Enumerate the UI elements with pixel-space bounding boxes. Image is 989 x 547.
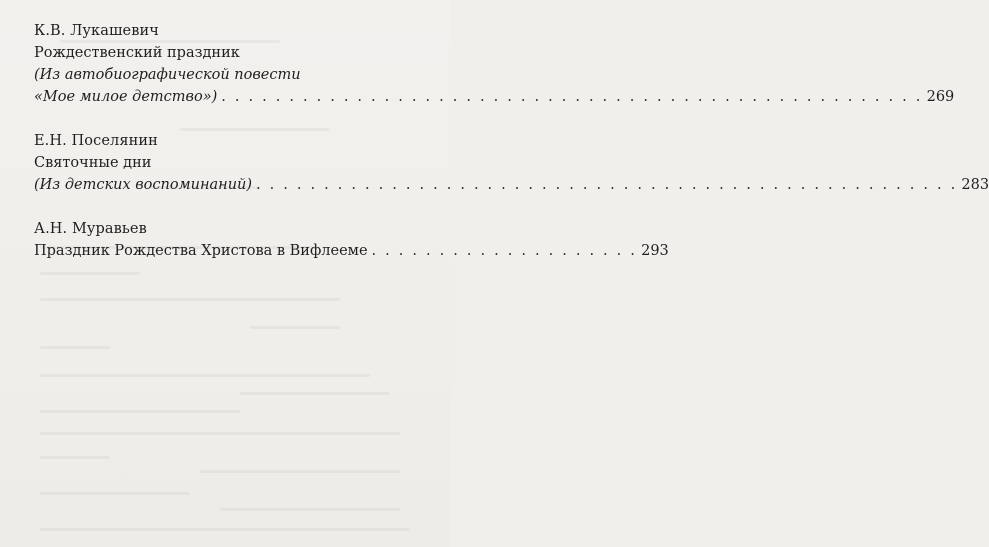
entry-leader-line [34,240,669,262]
toc-entry[interactable] [34,20,955,108]
entry-author [34,218,398,240]
dot-leader: . . . . . . . . . . . . . . . . . . . . . . . . . . . . . . . . . . . . . . . . . . . . . . . . . . . . [221,89,923,105]
dot-leader: . . . . . . . . . . . . . . . . . . . . [371,243,638,259]
toc-entry[interactable] [34,218,669,262]
entry-title-text: Святочные дни [34,155,152,171]
entry-title-text: Рождественский праздник [34,45,240,61]
entry-subtitle [34,64,398,86]
entry-subtitle-text: (Из детских воспоминаний) [34,177,253,193]
entry-leader-line [34,86,955,108]
author-name: А.Н. Муравьев [34,221,147,237]
entry-title-text: Праздник Рождества Христова в Вифлееме [34,243,368,259]
page-number: 269 [926,89,955,105]
entry-leader-line [34,174,989,196]
author-name: К.В. Лукашевич [34,23,159,39]
dot-leader: . . . . . . . . . . . . . . . . . . . . . . . . . . . . . . . . . . . . . . . . . . . . . . . . . . . . [256,177,958,193]
author-name: Е.Н. Поселянин [34,133,158,149]
page-number: 283 [961,177,989,193]
entry-author [34,130,398,152]
entry-title [34,152,398,174]
table-of-contents [34,20,989,284]
page-number: 293 [641,243,669,259]
toc-entry[interactable] [34,130,989,196]
entry-title [34,42,398,64]
entry-subtitle-text: (Из автобиографической повести [34,67,301,83]
entry-subtitle-text: «Мое милое детство») [34,89,218,105]
entry-author [34,20,398,42]
